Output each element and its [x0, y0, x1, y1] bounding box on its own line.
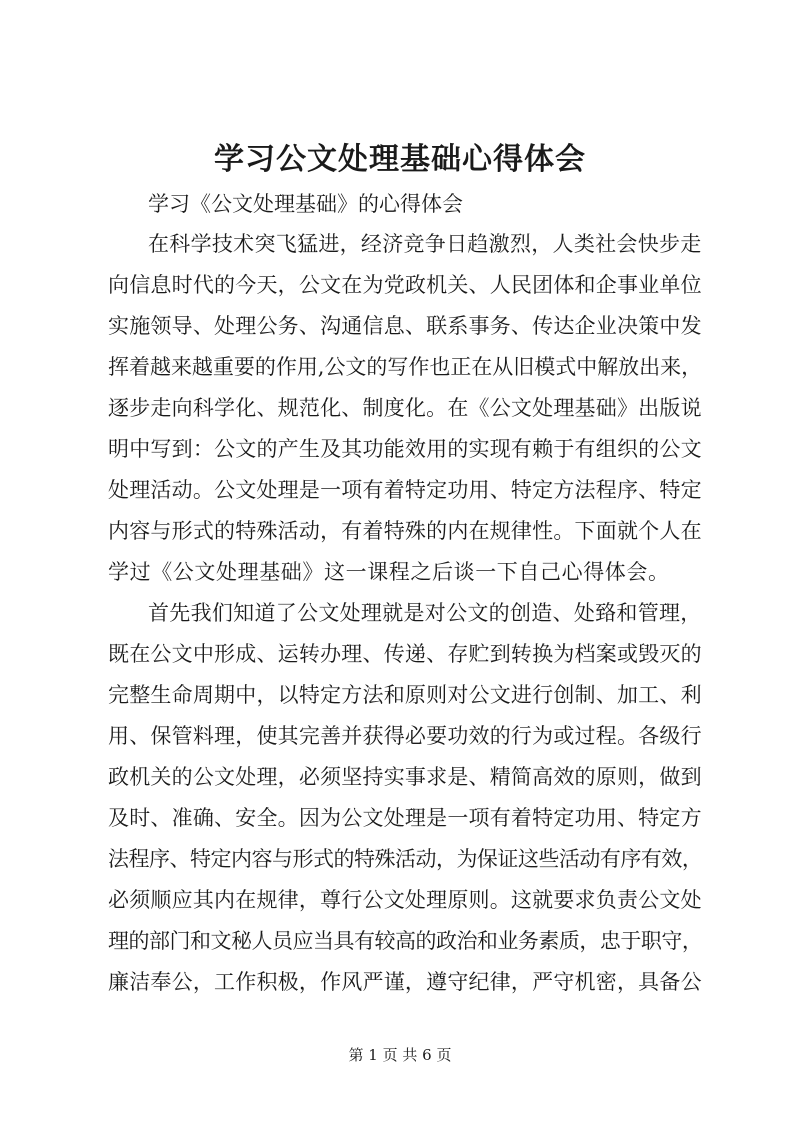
- body-line: 既在公文中形成、运转办理、传递、存贮到转换为档案或毁灭的: [108, 642, 702, 666]
- body-line: 首先我们知道了公文处理就是对公文的创造、处臵和管理，: [148, 601, 702, 625]
- page-footer: 第 1 页 共 6 页: [348, 1046, 452, 1064]
- body-line: 廉洁奉公，工作积极，作风严谨，遵守纪律，严守机密，具备公: [108, 970, 702, 994]
- body-line: 逐步走向科学化、规范化、制度化。在《公文处理基础》出版说: [108, 396, 702, 420]
- body-line: 用、保管料理，使其完善并获得必要功效的行为或过程。各级行: [108, 724, 702, 748]
- body-line: 完整生命周期中，以特定方法和原则对公文进行创制、加工、利: [108, 683, 702, 707]
- document-subtitle: 学习《公文处理基础》的心得体会: [148, 192, 463, 216]
- body-line: 政机关的公文处理，必须坚持实事求是、精简高效的原则，做到: [108, 765, 702, 789]
- body-line: 及时、准确、安全。因为公文处理是一项有着特定功用、特定方: [108, 806, 702, 830]
- body-line: 实施领导、处理公务、沟通信息、联系事务、传达企业决策中发: [108, 314, 702, 338]
- body-line: 法程序、特定内容与形式的特殊活动，为保证这些活动有序有效，: [108, 847, 703, 871]
- body-line: 学过《公文处理基础》这一课程之后谈一下自己心得体会。: [108, 560, 670, 584]
- body-line: 在科学技术突飞猛进，经济竞争日趋激烈，人类社会快步走: [148, 232, 702, 256]
- body-line: 挥着越来越重要的作用,公文的写作也正在从旧模式中解放出来，: [108, 355, 703, 379]
- body-line: 必须顺应其内在规律，尊行公文处理原则。这就要求负责公文处: [108, 888, 702, 912]
- body-line: 处理活动。公文处理是一项有着特定功用、特定方法程序、特定: [108, 478, 702, 502]
- body-line: 向信息时代的今天，公文在为党政机关、人民团体和企事业单位: [108, 273, 702, 297]
- body-line: 明中写到：公文的产生及其功能效用的实现有赖于有组织的公文: [108, 437, 702, 461]
- document-title: 学习公文处理基础心得体会: [214, 142, 586, 177]
- body-line: 内容与形式的特殊活动，有着特殊的内在规律性。下面就个人在: [108, 519, 702, 543]
- body-line: 理的部门和文秘人员应当具有较高的政治和业务素质，忠于职守，: [108, 929, 703, 953]
